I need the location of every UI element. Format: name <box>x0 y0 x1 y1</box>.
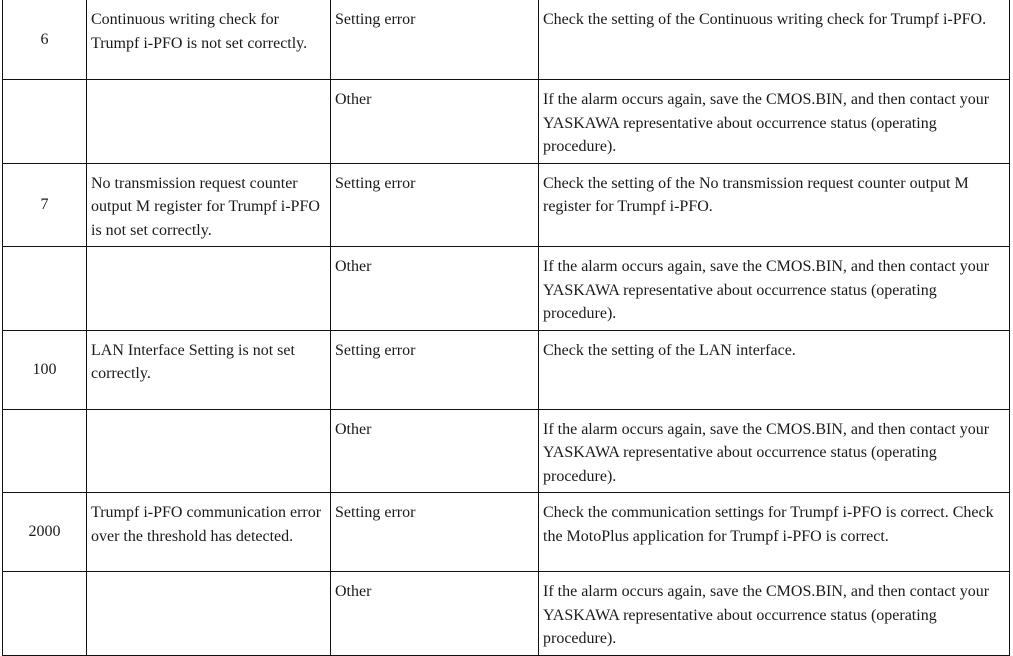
subcode-cell: 100 <box>3 330 87 409</box>
table-row <box>3 247 1010 331</box>
description-cell <box>87 247 331 331</box>
subcode-cell <box>3 80 87 164</box>
cause-cell: Other <box>331 572 539 656</box>
description-cell: Trumpf i-PFO communication error over the threshold has detected. <box>87 493 331 572</box>
table-row <box>3 572 1010 656</box>
cause-cell: Setting error <box>331 330 539 409</box>
table-row <box>3 409 1010 493</box>
subcode-cell <box>3 247 87 331</box>
alarm-subcode-table <box>2 0 1010 656</box>
description-cell: LAN Interface Setting is not set correctly. <box>87 330 331 409</box>
remedy-cell: If the alarm occurs again, save the CMOS.BIN, and then contact your YASKAWA representative about occurrence status (operating procedure). <box>539 80 1010 164</box>
remedy-cell: Check the setting of the LAN interface. <box>539 330 1010 409</box>
remedy-cell: Check the setting of the Continuous writing check for Trumpf i-PFO. <box>539 0 1010 80</box>
description-cell <box>87 409 331 493</box>
table-row <box>3 80 1010 164</box>
description-cell: No transmission request counter output M register for Trumpf i-PFO is not set correctly. <box>87 163 331 247</box>
cause-cell: Other <box>331 80 539 164</box>
remedy-cell: If the alarm occurs again, save the CMOS.BIN, and then contact your YASKAWA representative about occurrence status (operating procedure). <box>539 247 1010 331</box>
description-cell <box>87 572 331 656</box>
remedy-cell: Check the communication settings for Trumpf i-PFO is correct. Check the MotoPlus application for Trumpf i-PFO is correct. <box>539 493 1010 572</box>
subcode-cell <box>3 409 87 493</box>
table-row <box>3 0 1010 80</box>
table-row <box>3 330 1010 409</box>
subcode-cell: 6 <box>3 0 87 80</box>
cause-cell: Setting error <box>331 163 539 247</box>
subcode-cell <box>3 572 87 656</box>
description-cell <box>87 80 331 164</box>
remedy-cell: Check the setting of the No transmission request counter output M register for Trumpf i-PFO. <box>539 163 1010 247</box>
cause-cell: Other <box>331 247 539 331</box>
table-row <box>3 163 1010 247</box>
remedy-cell: If the alarm occurs again, save the CMOS.BIN, and then contact your YASKAWA representative about occurrence status (operating procedure). <box>539 409 1010 493</box>
subcode-cell: 7 <box>3 163 87 247</box>
description-cell: Continuous writing check for Trumpf i-PFO is not set correctly. <box>87 0 331 80</box>
remedy-cell: If the alarm occurs again, save the CMOS.BIN, and then contact your YASKAWA representative about occurrence status (operating procedure). <box>539 572 1010 656</box>
cause-cell: Setting error <box>331 493 539 572</box>
table-row <box>3 493 1010 572</box>
cause-cell: Other <box>331 409 539 493</box>
cause-cell: Setting error <box>331 0 539 80</box>
subcode-cell: 2000 <box>3 493 87 572</box>
